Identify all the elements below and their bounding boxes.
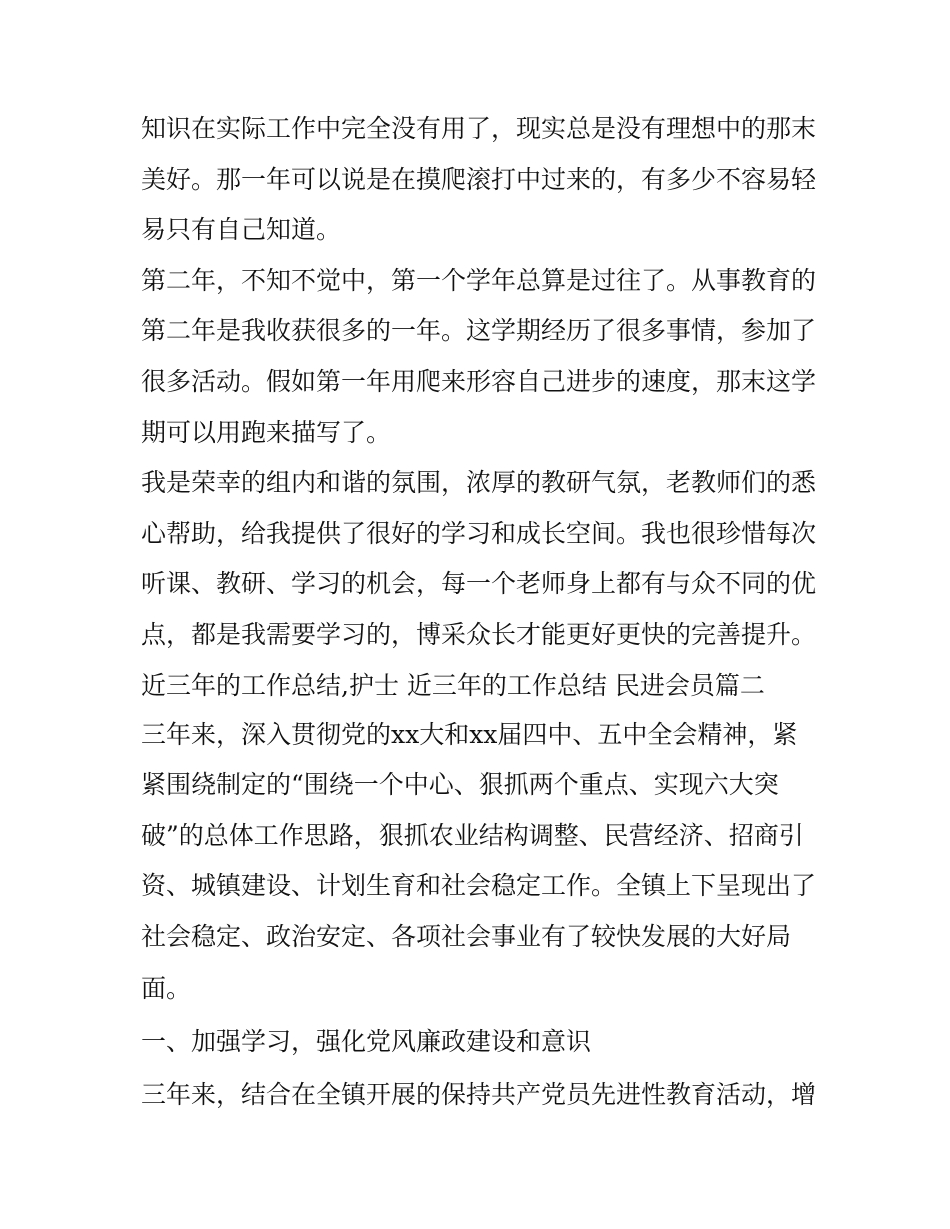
text-line: 三年来，深入贯彻党的xx大和xx届四中、五中全会精神，紧	[141, 719, 798, 749]
section-heading: 近三年的工作总结,护士 近三年的工作总结 民进会员篇二	[141, 670, 765, 700]
subsection-heading: 一、加强学习，强化党风廉政建设和意识	[141, 1026, 592, 1056]
text-line: 第二年是我收获很多的一年。这学期经历了很多事情，参加了	[141, 316, 817, 346]
text-line: 点，都是我需要学习的，博采众长才能更好更快的完善提升。	[141, 619, 817, 649]
text-line: 三年来，结合在全镇开展的保持共产党员先进性教育活动，增	[141, 1079, 817, 1109]
text-line: 很多活动。假如第一年用爬来形容自己进步的速度，那末这学	[141, 366, 817, 396]
text-line: 心帮助，给我提供了很好的学习和成长空间。我也很珍惜每次	[141, 518, 817, 548]
text-line: 资、城镇建设、计划生育和社会稳定工作。全镇上下呈现出了	[141, 871, 817, 901]
text-line: 易只有自己知道。	[141, 215, 342, 245]
text-line: 知识在实际工作中完全没有用了，现实总是没有理想中的那末	[141, 114, 817, 143]
text-line: 期可以用跑来描写了。	[141, 417, 392, 447]
text-line: 紧围绕制定的“围绕一个中心、狠抓两个重点、实现六大突	[141, 770, 779, 800]
text-line: 美好。那一年可以说是在摸爬滚打中过来的，有多少不容易轻	[141, 164, 817, 194]
text-line: 我是荣幸的组内和谐的氛围，浓厚的教研气氛，老教师们的悉	[141, 468, 817, 498]
text-line: 社会稳定、政治安定、各项社会事业有了较快发展的大好局	[141, 921, 792, 951]
text-line: 面。	[141, 973, 192, 1003]
document-body	[141, 104, 821, 1121]
text-line: 第二年，不知不觉中，第一个学年总算是过往了。从事教育的	[141, 265, 817, 295]
text-line: 听课、教研、学习的机会，每一个老师身上都有与众不同的优	[141, 569, 817, 599]
text-line: 破”的总体工作思路，狠抓农业结构调整、民营经济、招商引	[141, 820, 804, 850]
